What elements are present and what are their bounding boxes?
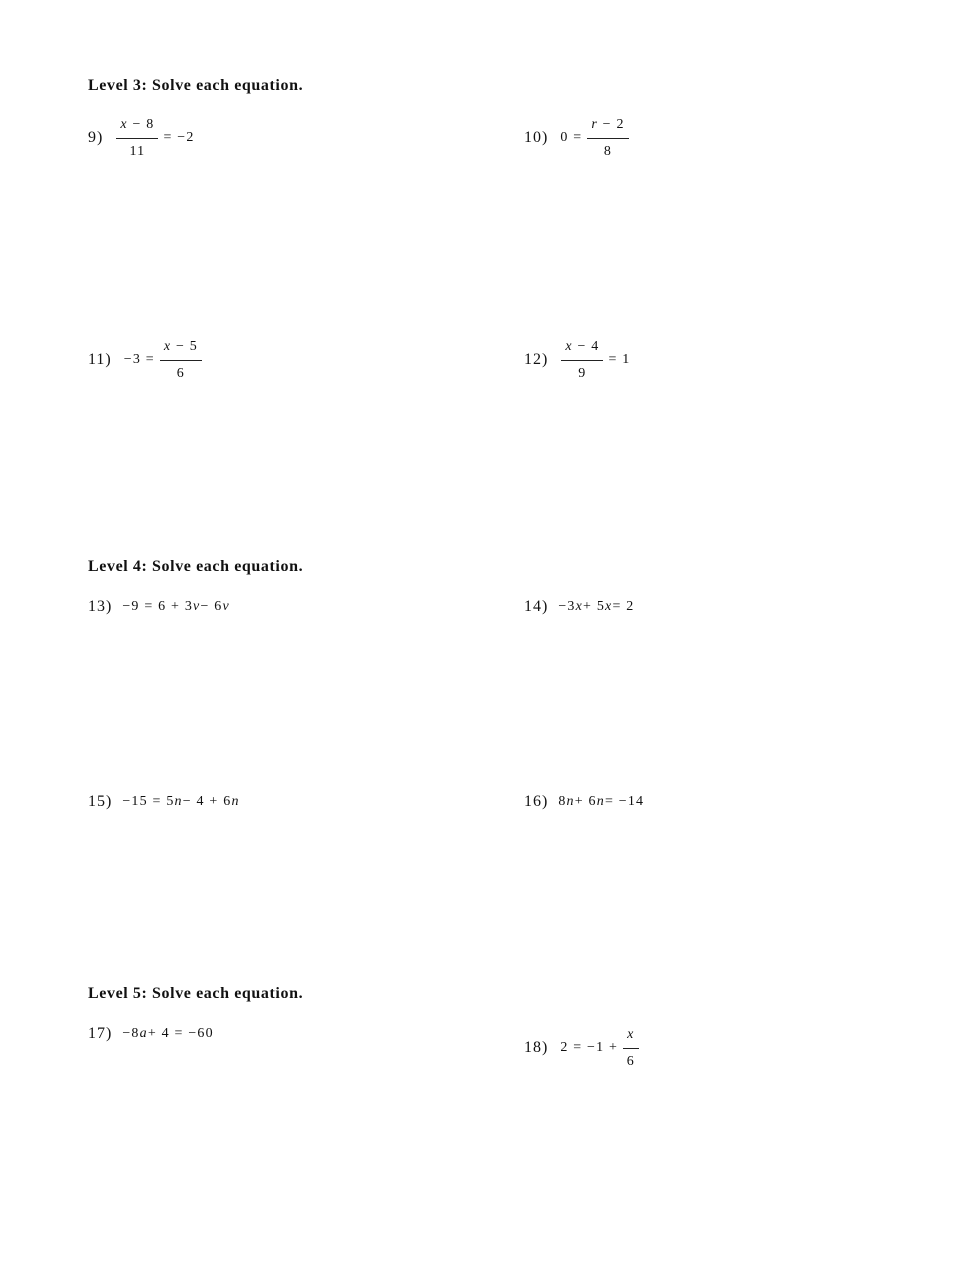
problem-13	[88, 597, 230, 617]
numerator: x − 8	[120, 116, 155, 132]
problem-11	[88, 332, 205, 388]
section-heading-level-5: Level 5: Solve each equation.	[88, 985, 304, 1002]
equation-rhs: = −2	[163, 130, 195, 145]
equation	[113, 117, 196, 160]
denominator: 9	[578, 365, 587, 381]
problem-18	[524, 1020, 642, 1076]
equation-lhs: −3 =	[123, 352, 155, 367]
equation-lhs: 0 =	[560, 130, 583, 145]
problem-number: 13)	[88, 598, 113, 615]
fraction	[160, 339, 202, 382]
equation: 8 n + 6 n = −14	[558, 794, 645, 809]
problem-number: 18)	[524, 1039, 549, 1056]
problem-number: 16)	[524, 793, 549, 810]
problem-number: 11)	[88, 351, 112, 368]
problem-16	[524, 792, 644, 812]
numerator: x − 5	[163, 338, 198, 354]
numerator: r − 2	[591, 116, 625, 132]
problem-12	[524, 332, 632, 388]
equation: −8 a + 4 = −60	[122, 1026, 214, 1041]
problem-number: 14)	[524, 598, 549, 615]
numerator: x − 4	[565, 338, 600, 354]
fraction	[623, 1027, 638, 1070]
problem-number: 10)	[524, 129, 549, 146]
section-heading-level-3: Level 3: Solve each equation.	[88, 77, 304, 94]
problem-9	[88, 110, 197, 166]
problem-10	[524, 110, 632, 166]
problem-number: 9)	[88, 129, 104, 146]
problem-number: 12)	[524, 351, 549, 368]
denominator: 11	[129, 143, 146, 159]
equation: −3 x + 5 x = 2	[558, 599, 635, 614]
denominator: 8	[603, 143, 613, 159]
problem-14	[524, 597, 634, 617]
equation	[122, 339, 205, 382]
problem-number: 15)	[88, 793, 113, 810]
equation: −15 = 5 n − 4 + 6 n	[122, 794, 240, 809]
equation	[558, 339, 632, 382]
equation	[558, 117, 631, 160]
fraction	[561, 339, 603, 382]
problem-number: 17)	[88, 1025, 113, 1042]
fraction	[116, 117, 158, 160]
section-heading-level-4: Level 4: Solve each equation.	[88, 558, 304, 575]
problem-15	[88, 792, 240, 812]
denominator: 6	[176, 365, 185, 381]
problem-17	[88, 1024, 214, 1044]
denominator: 6	[626, 1053, 635, 1069]
equation	[558, 1027, 641, 1070]
equation-lhs: 2 = −1 +	[560, 1040, 619, 1055]
equation: −9 = 6 + 3 v − 6 v	[122, 599, 230, 614]
numerator: x	[627, 1026, 635, 1042]
equation-rhs: = 1	[608, 352, 631, 367]
fraction	[587, 117, 628, 160]
